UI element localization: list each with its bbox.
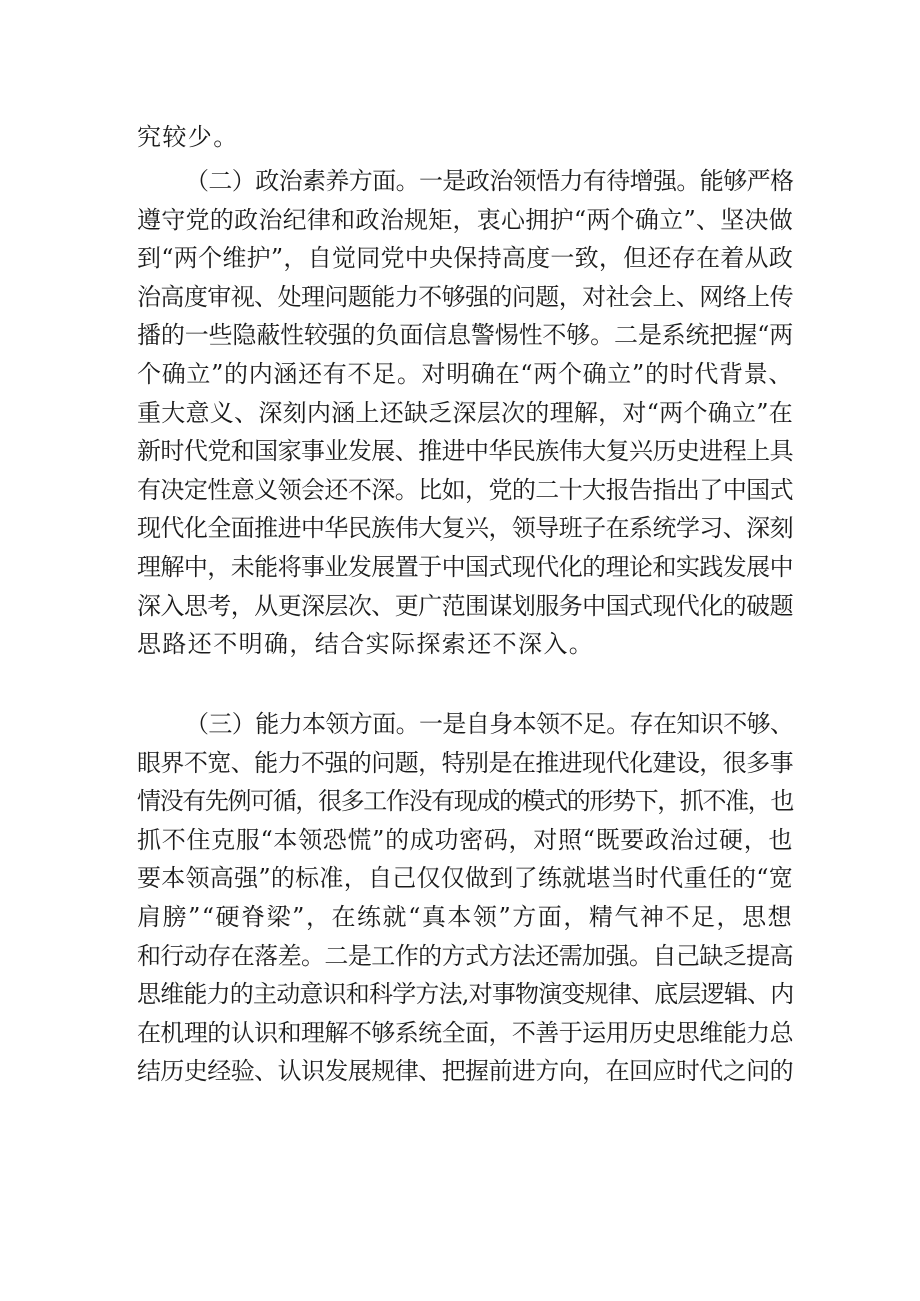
- text-line: （三）能力本领方面。一是自身本领不足。存在知识不够、: [185, 710, 794, 738]
- text-line: 抓不住克服“本领恐慌”的成功密码，对照“既要政治过硬，也: [137, 825, 793, 854]
- text-line: 到“两个维护”，自觉同党中央保持高度一致，但还存在着从政: [137, 244, 793, 273]
- text-line: 深入思考，从更深层次、更广范围谋划服务中国式现代化的破题: [137, 591, 793, 620]
- text-line: 要本领高强”的标准，自己仅仅做到了练就堪当时代重任的“宽: [137, 864, 793, 893]
- text-line: 思维能力的主动意识和科学方法,对事物演变规律、底层逻辑、内: [137, 980, 794, 1009]
- text-line: 理解中，未能将事业发展置于中国式现代化的理论和实践发展中: [137, 552, 793, 581]
- text-line: 在机理的认识和理解不够系统全面，不善于运用历史思维能力总: [137, 1018, 793, 1047]
- paragraph-carryover: [137, 118, 793, 157]
- text-line: 和行动存在落差。二是工作的方式方法还需加强。自己缺乏提高: [137, 941, 793, 970]
- text-line: 重大意义、深刻内涵上还缺乏深层次的理解，对“两个确立”在: [137, 398, 793, 427]
- paragraph-ability: [137, 705, 793, 1091]
- text-line: 遵守党的政治纪律和政治规矩，衷心拥护“两个确立”、坚决做: [137, 205, 793, 234]
- text-line: 新时代党和国家事业发展、推进中华民族伟大复兴历史进程上具: [137, 437, 793, 466]
- text-line: 情没有先例可循，很多工作没有现成的模式的形势下，抓不准，也: [137, 787, 793, 816]
- text-line: 结历史经验、认识发展规律、把握前进方向，在回应时代之问的: [137, 1057, 793, 1086]
- text-line: 思路还不明确，结合实际探索还不深入。: [137, 630, 595, 659]
- text-line: 现代化全面推进中华民族伟大复兴，领导班子在系统学习、深刻: [137, 514, 793, 543]
- text-line: 究较少。: [137, 123, 239, 151]
- text-line: （二）政治素养方面。一是政治领悟力有待增强。能够严格: [185, 167, 794, 195]
- text-line: 眼界不宽、能力不强的问题，特别是在推进现代化建设，很多事: [137, 748, 793, 777]
- paragraph-political-literacy: [137, 162, 793, 664]
- text-line: 治高度审视、处理问题能力不够强的问题，对社会上、网络上传: [137, 282, 793, 311]
- text-line: 播的一些隐蔽性较强的负面信息警惕性不够。二是系统把握“两: [137, 321, 793, 350]
- text-line: 肩膀”“硬脊梁”，在练就“真本领”方面，精气神不足，思想: [137, 902, 793, 931]
- text-line: 有决定性意义领会还不深。比如，党的二十大报告指出了中国式: [137, 475, 793, 504]
- text-line: 个确立”的内涵还有不足。对明确在“两个确立”的时代背景、: [137, 359, 793, 388]
